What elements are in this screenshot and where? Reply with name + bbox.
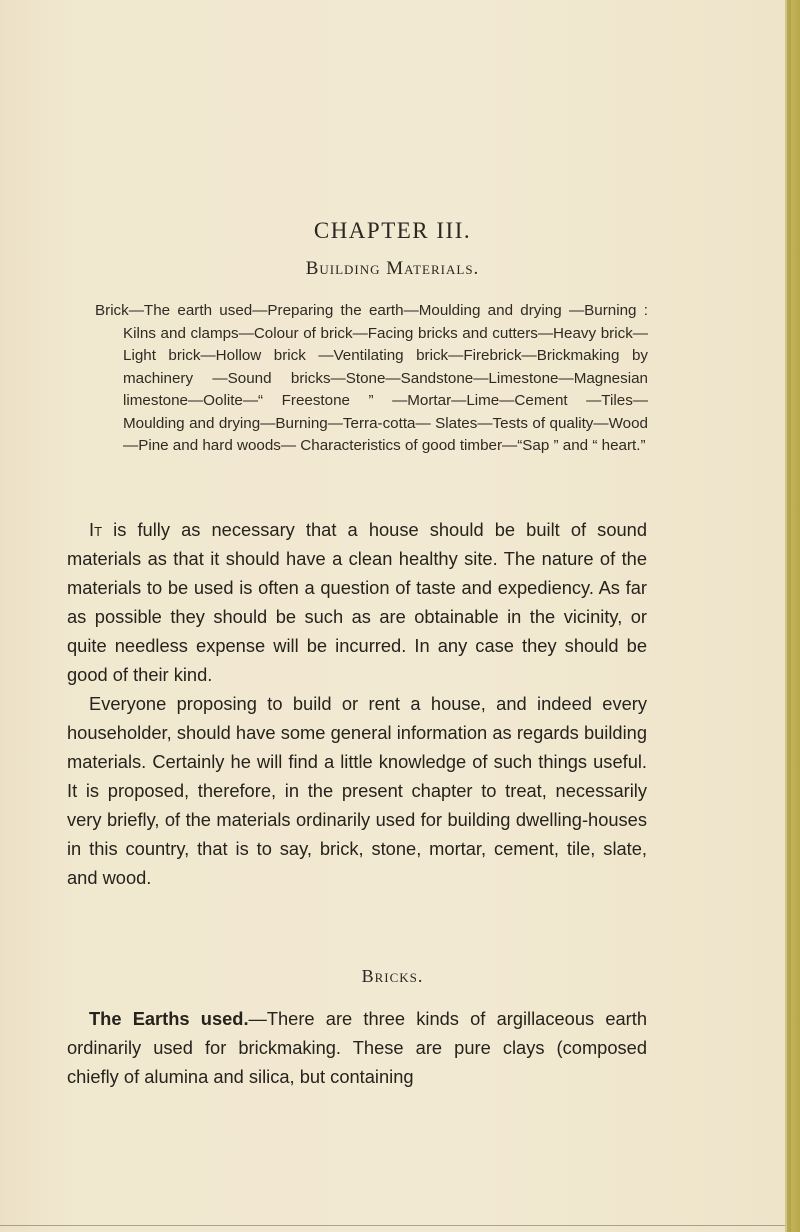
page-edge-shadow (787, 0, 791, 1232)
paragraph-3 (67, 1004, 647, 1091)
paragraph-1 (67, 515, 647, 689)
paragraph-1-lead: It (89, 519, 103, 540)
paragraph-3-runin: The Earths used. (89, 1008, 249, 1029)
page-bottom-rule (0, 1225, 785, 1226)
paragraph-1-text: is fully as necessary that a house should be built of sound materials as that it should have a clean healthy site. The nature of the materials to be used is often a question of taste and expediency. As far as possible they should be such as are obtainable in the vicinity, or quite needless expense will be incurred. In any case they should be good of their kind. (67, 519, 647, 685)
chapter-summary: Brick—The earth used—Preparing the earth—Moulding and drying —Burning : Kilns and clamps—Colour of brick—Facing bricks and cutters—Heavy brick—Light brick—Hollow brick —Ventilating brick—Firebrick—Brickmaking by machinery —Sound bricks—Stone—Sandstone—Limestone—Magnesian limestone—Oolite—“ Freestone ” —Mortar—Lime—Cement —Tiles—Moulding and drying—Burning—Terra-cotta— Slates—Tests of quality—Wood—Pine and hard woods— Characteristics of good timber—“Sap ” and “ heart.” (95, 302, 648, 454)
chapter-title: CHAPTER III. (313, 218, 472, 243)
paragraph-3-text: —There are three kinds of argillaceous earth ordinarily used for brickmaking. These are pure clays (composed chiefly of alumina and silica, but containing (67, 1008, 647, 1087)
section-heading-bricks: Bricks. (361, 966, 424, 986)
chapter-subtitle: Building Materials. (305, 258, 480, 279)
paragraph-2: Everyone proposing to build or rent a house, and indeed every householder, should have some general information as regards building materials. Certainly he will find a little knowledge of such things useful. It is proposed, therefore, in the present chapter to treat, necessarily very briefly, of the materials ordinarily used for building dwelling-houses in this country, that is to say, brick, stone, mortar, cement, tile, slate, and wood. (67, 693, 647, 888)
